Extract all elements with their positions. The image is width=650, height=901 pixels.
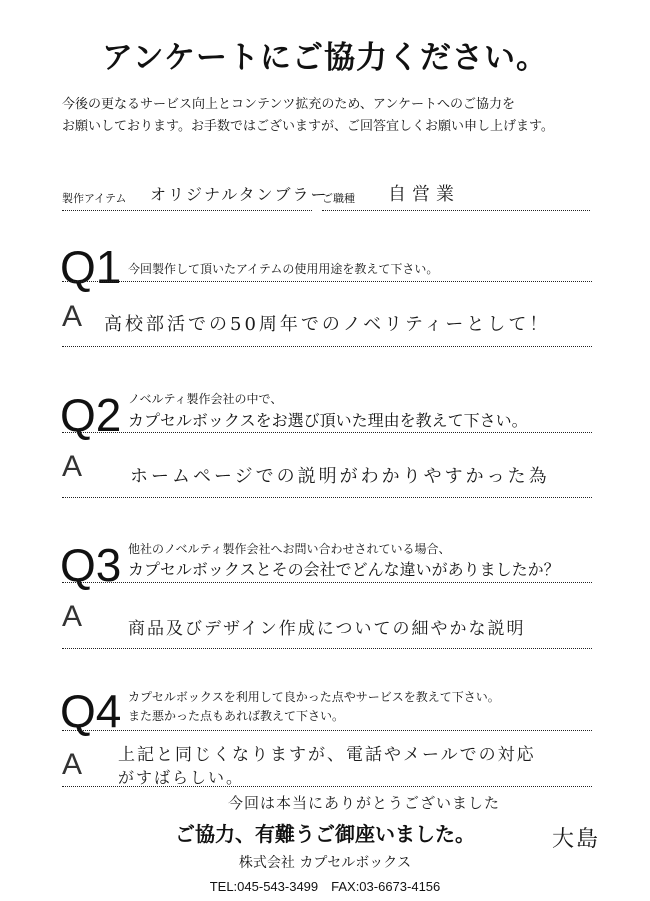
answer-label-1: A xyxy=(62,300,83,333)
question-line: また悪かった点もあれば教えて下さい。 xyxy=(128,709,345,723)
question-divider-2 xyxy=(62,432,592,433)
question-line: ノベルティ製作会社の中で、 xyxy=(128,392,283,406)
item-label: 製作アイテム xyxy=(62,192,127,205)
question-number-1: Q1 xyxy=(60,241,122,293)
job-underline xyxy=(322,210,590,211)
intro-text xyxy=(62,94,602,138)
page-title: アンケートにご協力ください。 xyxy=(101,40,549,76)
item-value: オリジナルタンブラー xyxy=(150,185,329,204)
item-underline xyxy=(62,210,312,211)
question-line: 他社のノベルティ製作会社へお問い合わせされている場合、 xyxy=(128,542,451,556)
question-number-4: Q4 xyxy=(60,685,122,737)
answer-text-2: ホームページでの説明がわかりやすかった為 xyxy=(130,466,550,487)
question-divider-1 xyxy=(62,281,592,282)
intro-line: 今後の更なるサービス向上とコンテンツ拡充のため、アンケートへのご協力を xyxy=(62,97,516,112)
question-line: カプセルボックスとその会社でどんな違いがありましたか？ xyxy=(128,560,560,579)
closing-thanks: ご協力、有難うご御座いました。 xyxy=(175,822,475,846)
question-divider-3 xyxy=(62,582,592,583)
answer-text-3: 商品及びデザイン作成についての細やかな説明 xyxy=(128,619,526,639)
answer-text-1: 高校部活での50周年でのノベリティーとして！ xyxy=(104,314,551,335)
handwritten-note: 今回は本当にありがとうございました xyxy=(228,794,501,812)
answer-text-4: 上記と同じくなりますが、電話やメールでの対応 xyxy=(118,745,536,765)
company-name: 株式会社 カプセルボックス xyxy=(238,855,412,871)
answer-underline-3 xyxy=(62,648,592,649)
answer-label-2: A xyxy=(62,450,83,483)
question-number-3: Q3 xyxy=(60,539,122,591)
answer-underline-1 xyxy=(62,346,592,347)
job-label: ご職種 xyxy=(322,192,355,205)
answer-underline-4 xyxy=(62,786,592,787)
question-text-1 xyxy=(128,258,438,277)
contact-info: TEL:045-543-3499 FAX:03-6673-4156 xyxy=(209,879,441,894)
question-number-2: Q2 xyxy=(60,389,122,441)
question-line: カプセルボックスを利用して良かった点やサービスを教えて下さい。 xyxy=(128,690,500,704)
intro-line: お願いしております。お手数ではございますが、ご回答宜しくお願い申し上げます。 xyxy=(62,119,554,134)
question-line: カプセルボックスをお選び頂いた理由を教えて下さい。 xyxy=(128,411,528,430)
signature: 大島 xyxy=(552,827,601,852)
answer-label-3: A xyxy=(62,600,83,633)
question-divider-4 xyxy=(62,730,592,731)
question-line: 今回製作して頂いたアイテムの使用用途を教えて下さい。 xyxy=(128,262,439,276)
answer-label-4: A xyxy=(62,748,83,781)
answer-underline-2 xyxy=(62,497,592,498)
job-value: 自営業 xyxy=(388,184,460,205)
answer-text-4b: がすばらしい。 xyxy=(118,768,245,787)
